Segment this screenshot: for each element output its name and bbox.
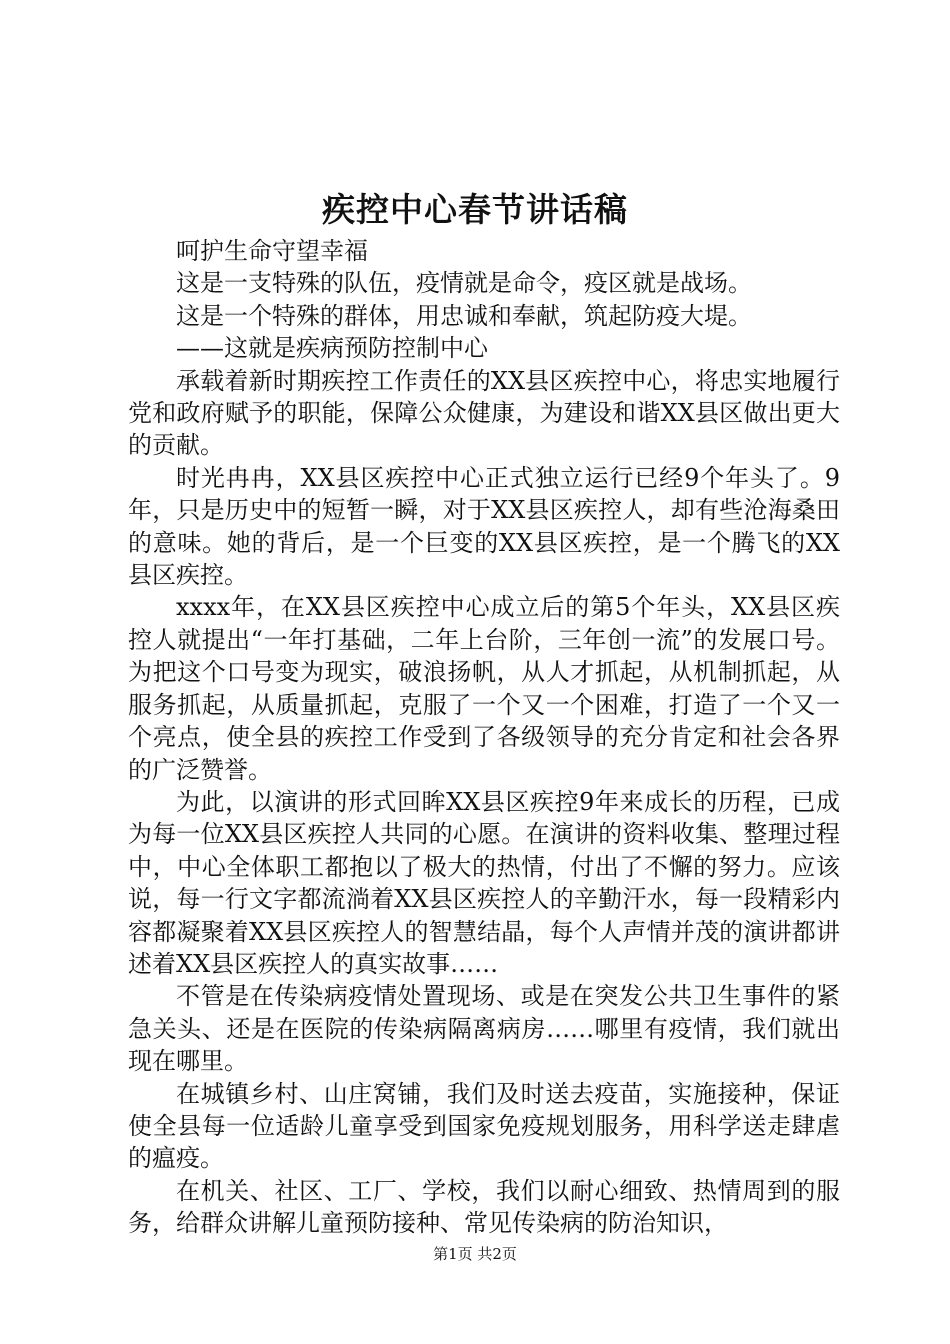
page-footer xyxy=(0,1244,950,1264)
page-indicator: 第1页 共2页 xyxy=(433,1245,517,1263)
paragraph: 时光冉冉，XX县区疾控中心正式独立运行已经9个年头了。9年，只是历史中的短暂一瞬，对于XX县区疾控人，却有些沧海桑田的意味。她的背后，是一个巨变的XX县区疾控，是一个腾飞的XX县区疾控。 xyxy=(128,463,840,590)
paragraph: 呵护生命守望幸福 xyxy=(176,237,368,265)
paragraph: ——这就是疾病预防控制中心 xyxy=(176,334,488,363)
paragraph: 这是一支特殊的队伍，疫情就是命令，疫区就是战场。 xyxy=(176,269,752,298)
paragraph: 为此，以演讲的形式回眸XX县区疾控9年来成长的历程，已成为每一位XX县区疾控人共同的心愿。在演讲的资料收集、整理过程中，中心全体职工都抱以了极大的热情，付出了不懈的努力。应该说，每一行文字都流淌着XX县区疾控人的辛勤汗水，每一段精彩内容都凝聚着XX县区疾控人的智慧结晶，每个人声情并茂的演讲都讲述着XX县区疾控人的真实故事…… xyxy=(128,787,840,978)
paragraph: 不管是在传染病疫情处置现场、或是在突发公共卫生事件的紧急关头、还是在医院的传染病隔离病房……哪里有疫情，我们就出现在哪里。 xyxy=(128,982,840,1076)
paragraph: 在机关、社区、工厂、学校，我们以耐心细致、热情周到的服务，给群众讲解儿童预防接种、常见传染病的防治知识， xyxy=(128,1176,840,1238)
paragraph: 这是一个特殊的群体，用忠诚和奉献，筑起防疫大堤。 xyxy=(176,301,752,330)
paragraph: xxxx年，在XX县区疾控中心成立后的第5个年头，XX县区疾控人就提出“一年打基础，二年上台阶，三年创一流”的发展口号。为把这个口号变为现实，破浪扬帆，从人才抓起，从机制抓起，从服务抓起，从质量抓起，克服了一个又一个困难，打造了一个又一个亮点，使全县的疾控工作受到了各级领导的充分肯定和社会各界的广泛赞誉。 xyxy=(128,593,840,784)
paragraph: 承载着新时期疾控工作责任的XX县区疾控中心，将忠实地履行党和政府赋予的职能，保障公众健康，为建设和谐XX县区做出更大的贡献。 xyxy=(128,366,840,460)
document-body xyxy=(128,235,840,1240)
document-title: 疾控中心春节讲话稿 xyxy=(322,190,628,229)
paragraph: 在城镇乡村、山庄窝铺，我们及时送去疫苗，实施接种，保证使全县每一位适龄儿童享受到国家免疫规划服务，用科学送走肆虐的瘟疫。 xyxy=(128,1079,840,1173)
